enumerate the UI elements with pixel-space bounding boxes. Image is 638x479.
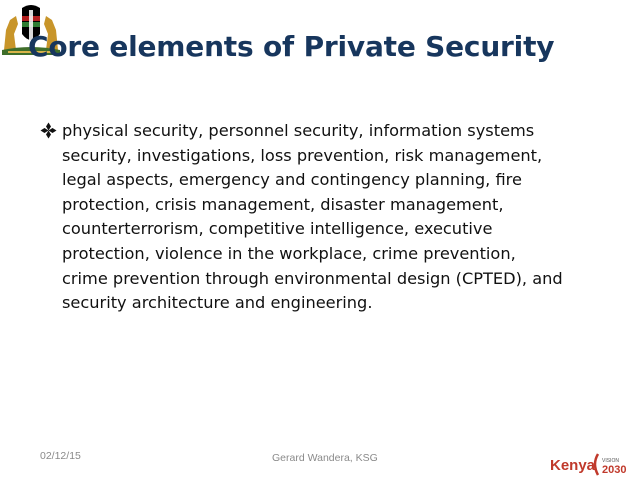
diamond-bullet-icon xyxy=(40,122,57,139)
bullet-line: security architecture and engineering. xyxy=(62,293,373,313)
bullet-list xyxy=(40,119,610,316)
bullet-line: protection, violence in the workplace, crime prevention, xyxy=(62,243,516,263)
svg-text:2030: 2030 xyxy=(602,464,627,476)
kenya-vision-2030-logo xyxy=(548,448,638,479)
bullet-line: crime prevention through environmental design (CPTED), and xyxy=(62,268,563,288)
svg-text:VISION: VISION xyxy=(602,458,619,464)
slide-title: Core elements of Private Security xyxy=(28,30,555,63)
bullet-line: physical security, personnel security, information systems xyxy=(62,121,535,140)
footer-date: 02/12/15 xyxy=(40,450,81,462)
bullet-line: security, investigations, loss prevention, risk management, xyxy=(62,145,543,165)
footer-author: Gerard Wandera, KSG xyxy=(272,452,378,464)
bullet-line: counterterrorism, competitive intelligence, executive xyxy=(62,219,493,239)
bullet-line: legal aspects, emergency and contingency planning, fire xyxy=(62,170,522,190)
svg-text:Kenya: Kenya xyxy=(550,457,596,474)
bullet-item xyxy=(40,119,610,316)
bullet-line: protection, crisis management, disaster management, xyxy=(62,194,504,214)
